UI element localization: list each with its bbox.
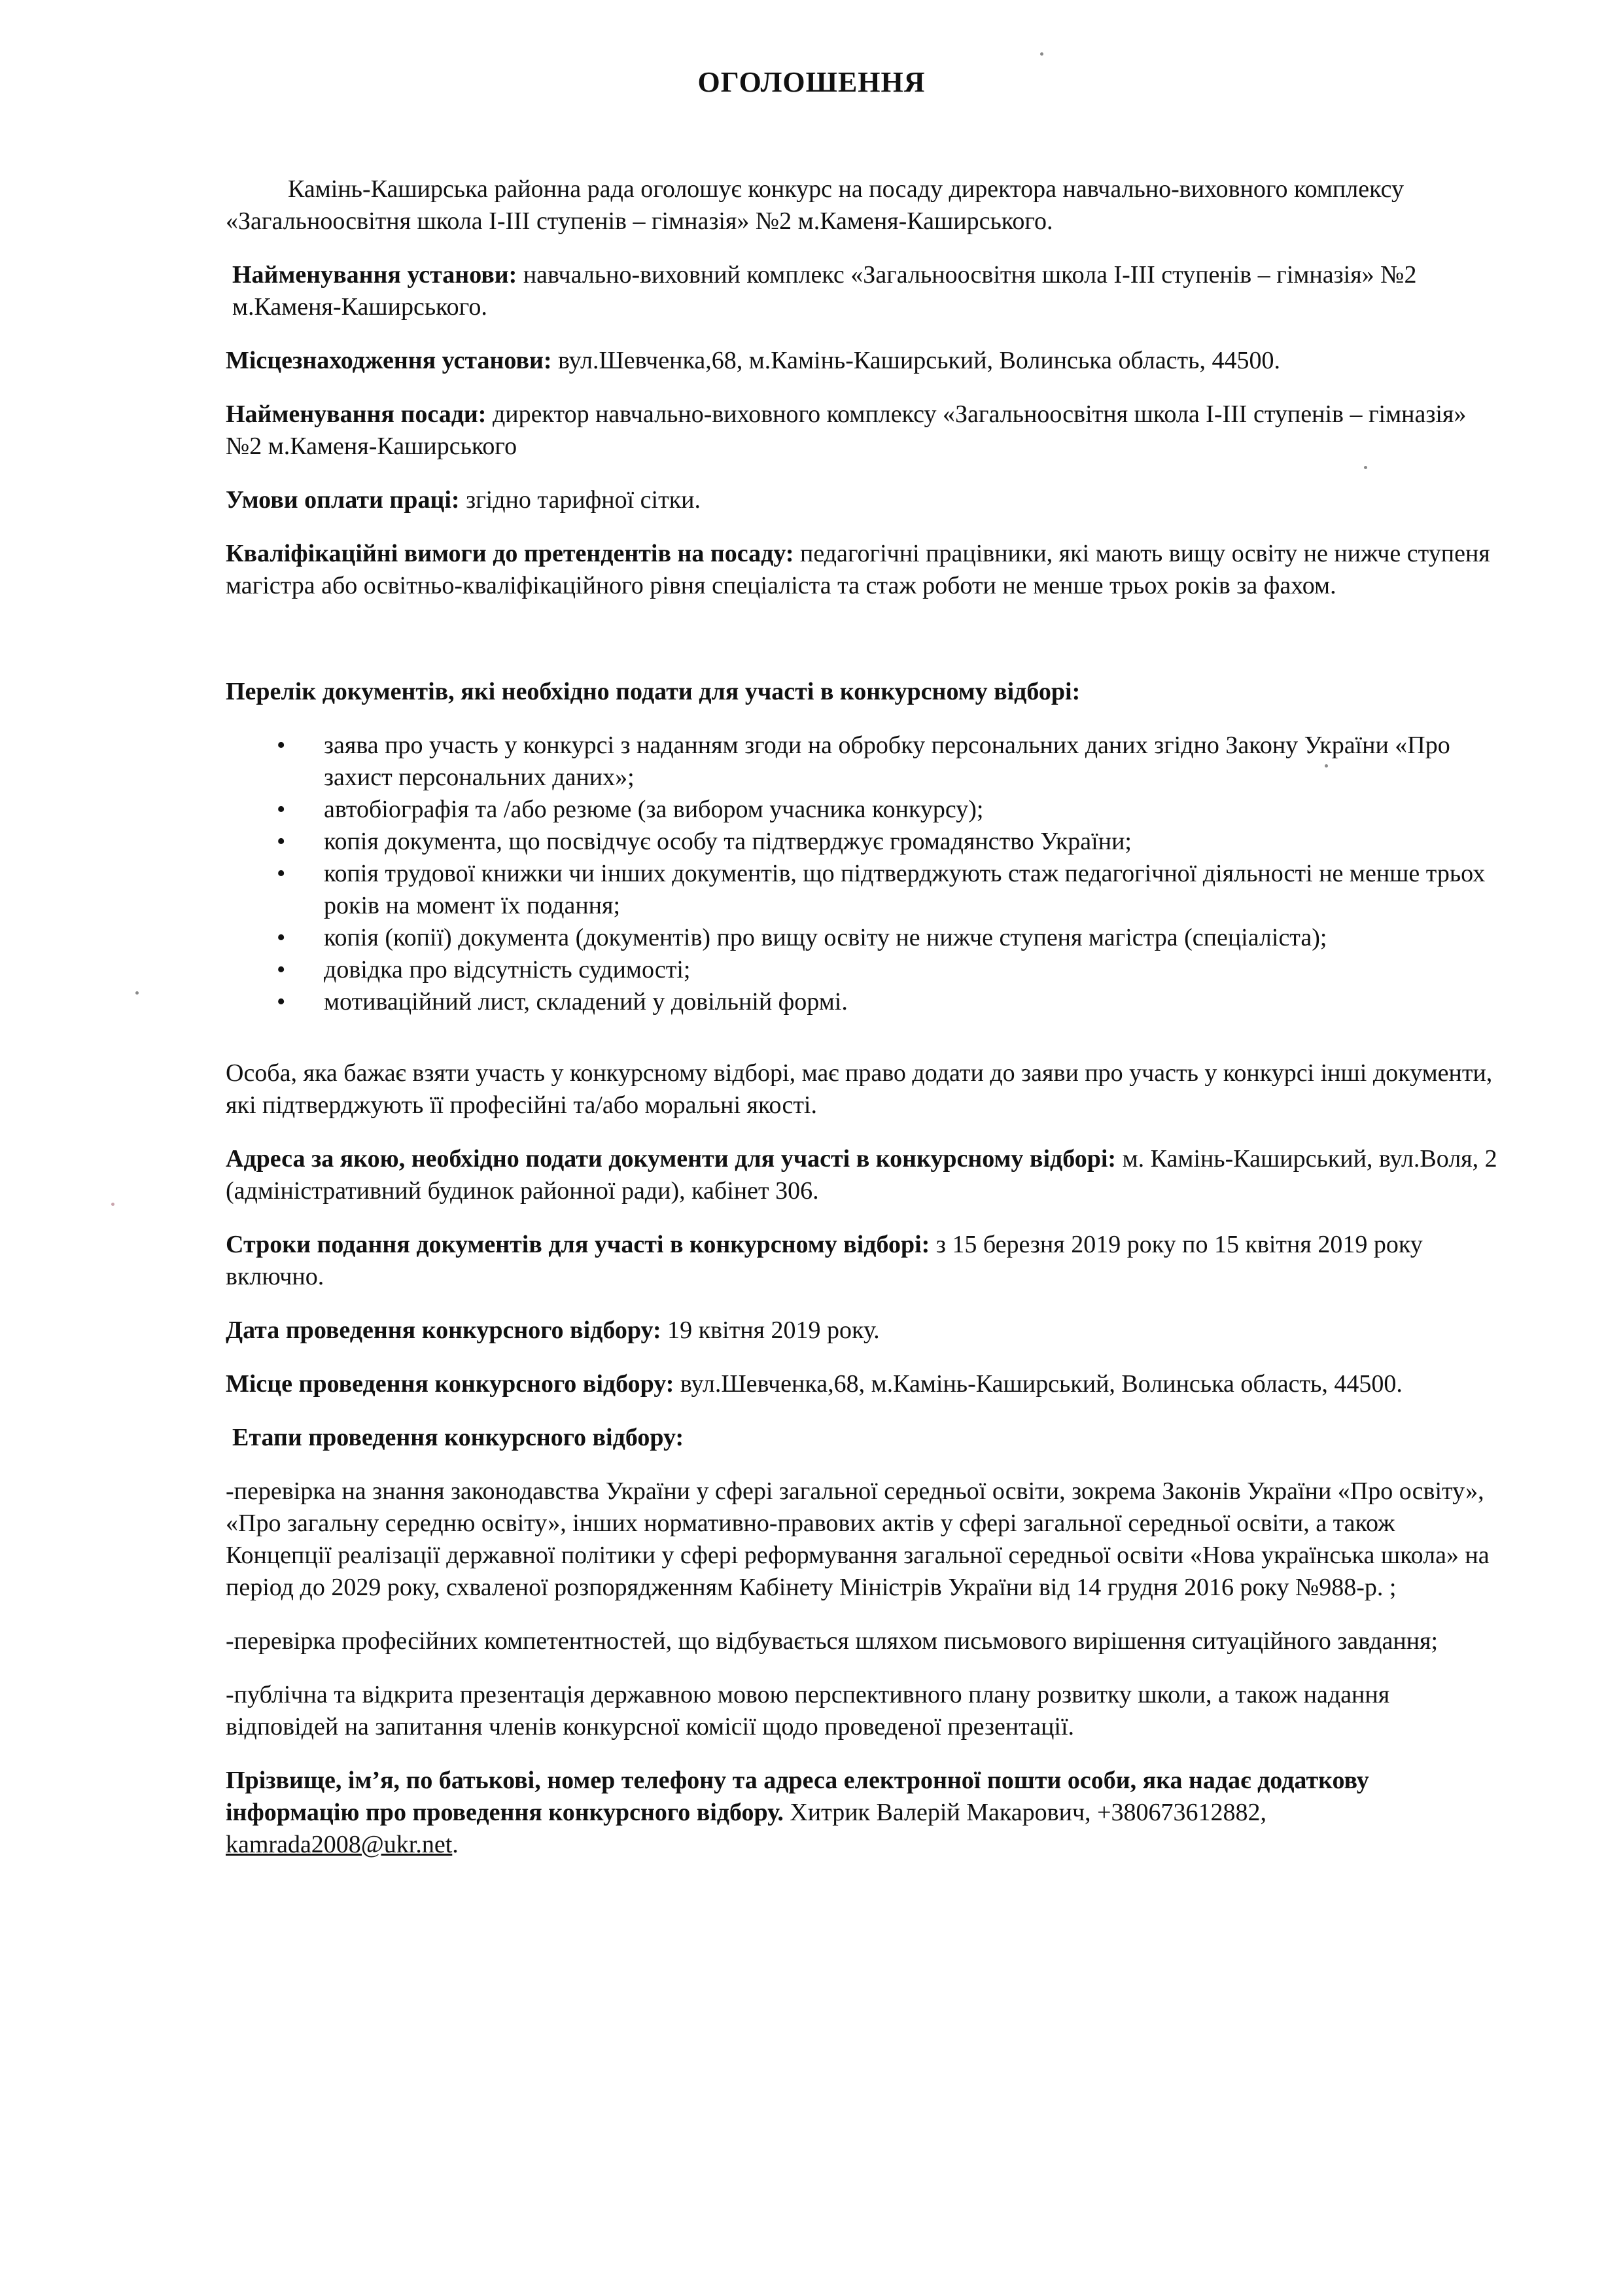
address-value: м. Камінь-Каширський, вул.Воля, 2 (адміністративний будинок районної ради), кабінет 306.: [226, 1145, 1497, 1205]
date-value: 19 квітня 2019 року.: [667, 1316, 880, 1344]
page-title: ОГОЛОШЕННЯ: [697, 66, 926, 98]
position-label: Найменування посади:: [226, 400, 487, 428]
intro-paragraph: Камінь-Каширська районна рада оголошує конкурс на посаду директора навчально-виховного комплексу «Загальноосвітня школа І-ІІІ ступенів – гімназія» №2 м.Каменя-Каширського.: [226, 175, 1404, 235]
contact-end: .: [452, 1831, 459, 1858]
venue-value: вул.Шевченка,68, м.Камінь-Каширський, Волинська область, 44500.: [680, 1370, 1403, 1398]
contact-email-link[interactable]: kamrada2008@ukr.net: [226, 1831, 453, 1858]
deadline-value: з 15 березня 2019 року по 15 квітня 2019 року включно.: [226, 1231, 1423, 1290]
institution-value: навчально-виховний комплекс «Загальноосвітня школа І-ІІІ ступенів – гімназія» №2 м.Каменя-Каширського.: [232, 261, 1417, 321]
deadline-paragraph: [226, 1229, 1501, 1293]
section-spacer: [226, 624, 1501, 676]
position-value: директор навчально-виховного комплексу «Загальноосвітня школа І-ІІІ ступенів – гімназія» №2 м.Каменя-Каширського: [226, 400, 1467, 460]
scan-speck: [111, 1203, 114, 1206]
stages-heading-paragraph: [226, 1422, 1501, 1454]
qualification-paragraph: [226, 538, 1501, 602]
pay-label: Умови оплати праці:: [226, 486, 460, 514]
deadline-label: Строки подання документів для участі в конкурсному відборі:: [226, 1231, 930, 1258]
list-item: • копія трудової книжки чи інших документів, що підтверджують стаж педагогічної діяльності не менше трьох років на момент їх подання;: [324, 858, 1501, 922]
list-item: • мотиваційний лист, складений у довільній формі.: [324, 986, 1501, 1018]
stage-item: -перевірка на знання законодавства України у сфері загальної середньої освіти, зокрема Законів України «Про освіту», «Про загальну середню освіту», інших нормативно-правових актів у сфері загальної середньої освіти, а також Концепції реалізації державної політики у сфері реформування загальної середньої освіти «Нова українська школа» на період до 2029 року, схваленої розпорядженням Кабінету Міністрів України від 14 грудня 2016 року №988-р. ;: [226, 1477, 1490, 1601]
contact-phone: +380673612882,: [1097, 1799, 1266, 1826]
address-label: Адреса за якою, необхідно подати документи для участі в конкурсному відборі:: [226, 1145, 1117, 1173]
contact-label: Прізвище, ім’я, по батькові, номер телефону та адреса електронної пошти особи, яка надає додаткову інформацію про проведення конкурсного відбору.: [226, 1767, 1369, 1826]
date-label: Дата проведення конкурсного відбору:: [226, 1316, 661, 1344]
stage-item: -перевірка професійних компетентностей, що відбувається шляхом письмового вирішення ситуаційного завдання;: [226, 1627, 1439, 1655]
scan-speck: [1325, 764, 1328, 768]
documents-list: [226, 730, 1501, 1018]
list-item: • довідка про відсутність судимості;: [324, 954, 1501, 986]
stage-item: -публічна та відкрита презентація державною мовою перспективного плану розвитку школи, а також надання відповідей на запитання членів конкурсної комісії щодо проведеної презентації.: [226, 1681, 1390, 1740]
venue-label: Місце проведення конкурсного відбору:: [226, 1370, 674, 1398]
address-paragraph: [226, 1143, 1501, 1207]
pay-value: згідно тарифної сітки.: [466, 486, 701, 514]
location-paragraph: [226, 345, 1501, 377]
scan-speck: [1364, 466, 1367, 469]
list-item: • заява про участь у конкурсі з наданням згоди на обробку персональних даних згідно Закону України «Про захист персональних даних»;: [324, 730, 1501, 794]
contact-name: Хитрик Валерій Макарович,: [790, 1799, 1091, 1826]
announcement-body: [226, 173, 1501, 1882]
location-label: Місцезнаходження установи:: [226, 347, 552, 374]
extra-docs-paragraph: Особа, яка бажає взяти участь у конкурсному відборі, має право додати до заяви про участь у конкурсі інші документи, які підтверджують її професійні та/або моральні якості.: [226, 1059, 1493, 1119]
venue-paragraph: [226, 1368, 1501, 1400]
qualification-label: Кваліфікаційні вимоги до претендентів на посаду:: [226, 540, 794, 567]
position-paragraph: [226, 398, 1501, 463]
list-item: • копія документа, що посвідчує особу та підтверджує громадянство України;: [324, 826, 1501, 858]
qualification-value: педагогічні працівники, які мають вищу освіту не нижче ступеня магістра або освітньо-кваліфікаційного рівня спеціаліста та стаж роботи не менше трьох років за фахом.: [226, 540, 1490, 599]
institution-label: Найменування установи:: [232, 261, 517, 289]
location-value: вул.Шевченка,68, м.Камінь-Каширський, Волинська область, 44500.: [558, 347, 1280, 374]
scan-speck: [1040, 52, 1043, 56]
date-paragraph: [226, 1315, 1501, 1347]
list-item: • автобіографія та /або резюме (за вибором учасника конкурсу);: [324, 794, 1501, 826]
documents-heading: Перелік документів, які необхідно подати для участі в конкурсному відборі:: [226, 678, 1081, 705]
list-item: • копія (копії) документа (документів) про вищу освіту не нижче ступеня магістра (спеціаліста);: [324, 922, 1501, 954]
documents-heading-paragraph: [226, 676, 1501, 708]
stages-heading: Етапи проведення конкурсного відбору:: [232, 1424, 684, 1451]
scan-speck: [135, 991, 139, 995]
pay-paragraph: [226, 484, 1501, 516]
institution-paragraph: [226, 259, 1501, 323]
contact-paragraph: [226, 1765, 1501, 1861]
